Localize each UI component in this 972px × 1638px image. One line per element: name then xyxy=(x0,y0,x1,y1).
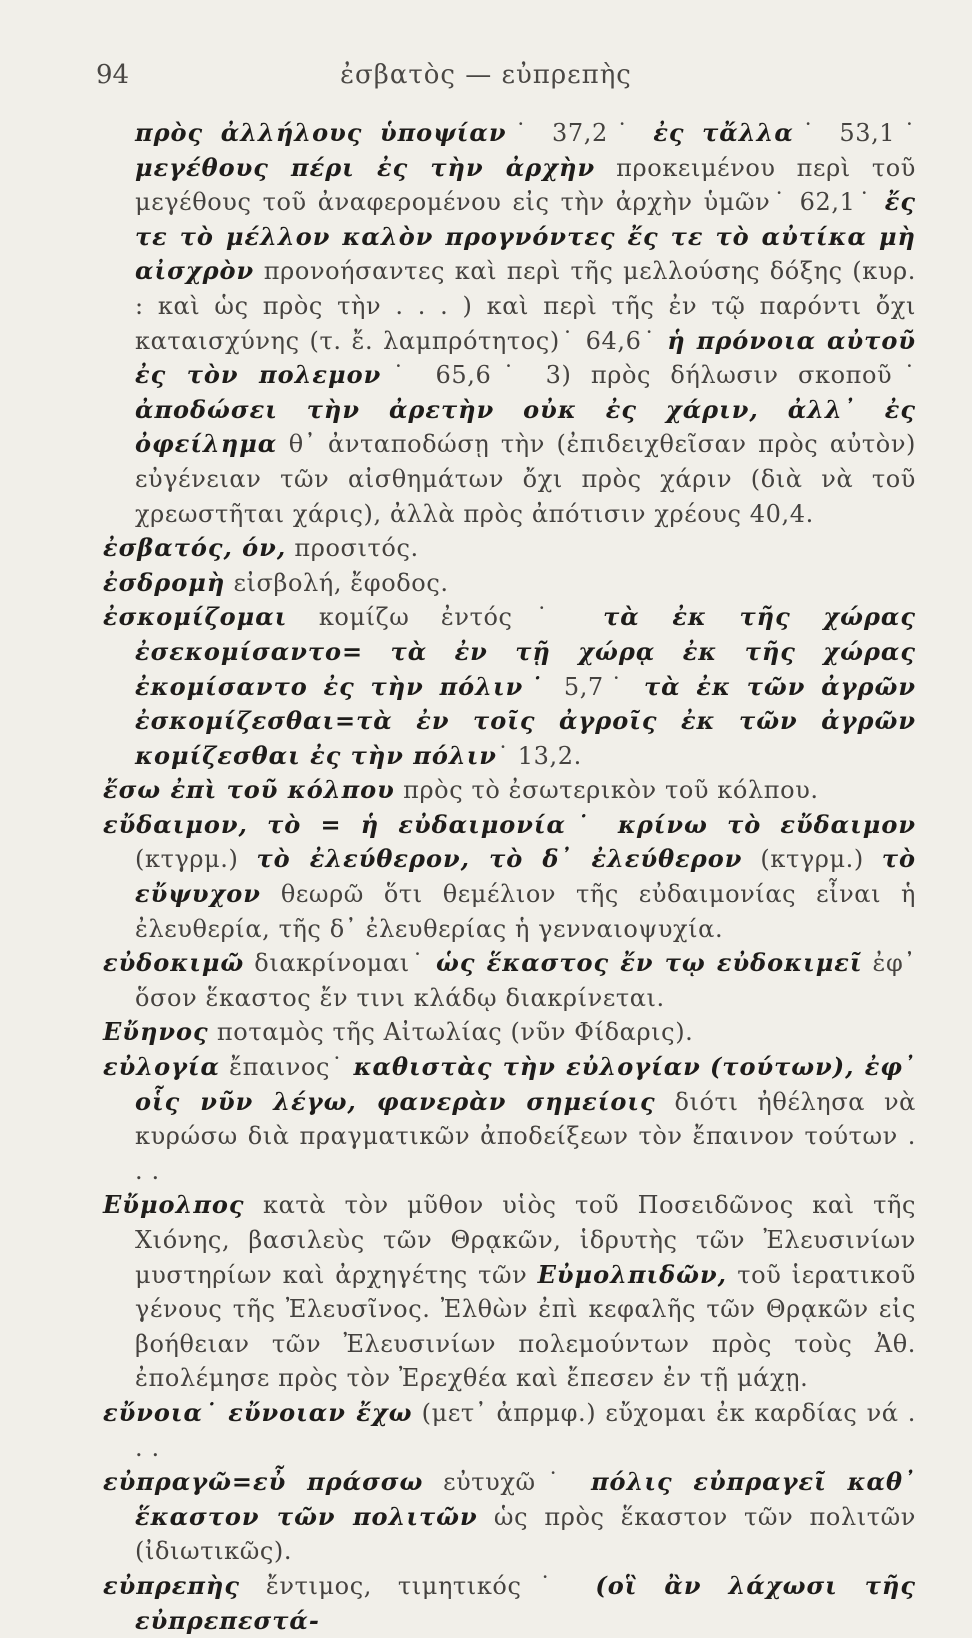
gloss-text: θεωρῶ ὅτι θεμέλιον τῆς εὐδαιμονίας εἶναι ἡ ἐλευθερία, τῆς δ᾽ ἐλευθερίας ἡ γενναιοψυχία. xyxy=(135,880,916,943)
dictionary-entry xyxy=(103,566,916,601)
dictionary-entry xyxy=(103,808,916,946)
running-head: ἐσβατὸς — εὐπρεπὴς xyxy=(340,60,632,90)
gloss-text: ἐφ᾽ ὅσον ἕκαστος ἔν τινι κλάδῳ διακρίνεται. xyxy=(135,949,916,1012)
headword-phrase: ὡς ἕκαστος ἔν τῳ εὐδοκιμεῖ xyxy=(436,948,863,978)
headword-phrase: Εὔηνος xyxy=(103,1017,209,1047)
dictionary-entry xyxy=(103,1465,916,1569)
dictionary-entry xyxy=(103,1050,916,1188)
headword-phrase: τὰ ἐκ τῆς χώρας ἐσεκομίσαντο= τὰ ἐν τῇ χώρᾳ ἐκ τῆς χώρας ἐκομίσαντο ἐς τὴν πόλιν˙ xyxy=(135,602,917,701)
dictionary-entry xyxy=(103,1015,916,1050)
gloss-text: ˙ 37,2˙ xyxy=(506,119,654,147)
headword-phrase: πόλις εὐπραγεῖ καθ᾽ ἕκαστον τῶν πολιτῶν xyxy=(135,1467,916,1531)
headword-phrase: εὐπραγῶ=εὖ πράσσω xyxy=(103,1467,424,1497)
headword-phrase: μεγέθους πέρι ἐς τὴν ἀρχὴν xyxy=(135,152,596,182)
gloss-text: διακρίνομαι˙ xyxy=(244,949,436,978)
gloss-text: ἔντιμος, τιμητικός˙ xyxy=(240,1571,596,1600)
continued-entry xyxy=(103,116,916,531)
page-number: 94 xyxy=(96,60,130,90)
headword-phrase: ἐσδρομὴ xyxy=(103,567,226,597)
gloss-text: θ᾽ ἀνταποδώσῃ τὴν (ἐπιδειχθεῖσαν πρὸς αὐτὸν) εὐγένειαν τῶν αἰσθημάτων ὄχι πρὸς χάριν (διὰ νὰ τοῦ χρεωστῆται χάρις), ἀλλὰ πρὸς ἀπότισιν χρέους 40,4. xyxy=(135,430,916,528)
gloss-text: (μετ᾽ ἀπρμφ.) εὔχομαι ἐκ καρδίας νά . . . xyxy=(135,1398,917,1462)
gloss-text: κατὰ τὸν μῦθον υἱὸς τοῦ Ποσειδῶνος καὶ τῆς Χιόνης, βασιλεὺς τῶν Θρᾳκῶν, ἱδρυτὴς τῶν Ἐλευσινίων μυστηρίων καὶ ἀρχηγέτης τῶν xyxy=(135,1191,916,1289)
dictionary-entry xyxy=(103,600,916,773)
dictionary-body xyxy=(103,116,916,1638)
gloss-text: 5,7˙ xyxy=(549,672,644,701)
headword-phrase: εὐδοκιμῶ xyxy=(103,948,245,978)
gloss-text: εὐτυχῶ˙ xyxy=(423,1468,591,1497)
gloss-text: ἔπαινος˙ xyxy=(220,1053,354,1082)
entry-list xyxy=(103,531,916,1638)
headword-phrase: τὸ ἐλεύθερον, τὸ δ᾽ ἐλεύθερον xyxy=(256,844,743,874)
dictionary-entry xyxy=(103,773,916,808)
headword-phrase: εὐπρεπὴς xyxy=(103,1570,240,1600)
gloss-text: ˙ 53,1˙ xyxy=(793,119,916,147)
dictionary-entry xyxy=(103,531,916,566)
headword-phrase: ἀποδώσει τὴν ἀρετὴν οὐκ ἐς χάριν, ἀλλ᾽ ἐς ὀφείλημα xyxy=(135,394,916,459)
dictionary-entry xyxy=(103,946,916,1015)
headword-phrase: ἐσβατός, όν, xyxy=(103,533,287,563)
headword-phrase: ἐσκομίζομαι xyxy=(103,602,288,632)
gloss-text xyxy=(701,1053,710,1081)
gloss-text: ὡς πρὸς ἕκαστον τῶν πολιτῶν (ἰδιωτικῶς). xyxy=(135,1502,916,1566)
gloss-text: διότι ἠθέλησα νὰ κυρώσω διὰ πραγματικῶν ἀποδείξεων τὸν ἔπαινον τούτων . . . xyxy=(135,1087,916,1185)
gloss-text: (κτγρμ.) xyxy=(135,845,257,874)
gloss-text: προνοήσαντες καὶ περὶ τῆς μελλούσης δόξης (κυρ. : καὶ ὡς πρὸς τὴν . . . ) καὶ περὶ τῆς ἐν τῷ παρόντι ὄχι καταισχύνης (τ. ἔ. λαμπρότητος)˙ 64,6˙ xyxy=(135,257,916,355)
gloss-text: προσιτός. xyxy=(286,534,419,563)
headword-phrase: τὰ ἐκ τῶν ἀγρῶν ἐσκομίζεσθαι=τὰ ἐν τοῖς ἀγροῖς ἐκ τῶν ἀγρῶν κομίζεσθαι ἐς τὴν πόλιν xyxy=(135,671,916,770)
headword-phrase: ἔς τε τὸ μέλλον καλὸν προγνόντες ἔς τε τὸ αὐτίκα μὴ αἰσχρὸν xyxy=(135,187,916,286)
dictionary-entry xyxy=(103,1188,916,1396)
headword-phrase: Εὔμολπος xyxy=(103,1190,245,1220)
headword-phrase: (οἳ ἂν λάχωσι τῆς εὐπρεπεστά- xyxy=(135,1570,916,1635)
headword-phrase: εὔνοια˙ εὔνοιαν ἔχω xyxy=(103,1397,413,1427)
gloss-text: ˙ 13,2. xyxy=(496,741,582,770)
gloss-text: προκειμένου περὶ τοῦ μεγέθους τοῦ ἀναφερομένου εἰς τὴν ἀρχὴν ὑμῶν˙ 62,1˙ xyxy=(135,153,916,217)
headword-phrase: ἔσω ἐπὶ τοῦ κόλπου xyxy=(103,775,395,805)
headword-phrase: εὐλογία xyxy=(103,1052,221,1082)
headword-phrase: ἐς τἄλλα xyxy=(653,118,794,147)
headword-phrase: καθιστὰς τὴν εὐλογίαν xyxy=(353,1052,701,1082)
gloss-text: εἰσβολή, ἔφοδος. xyxy=(225,568,449,597)
headword-phrase: ἡ πρόνοια αὐτοῦ ἐς τὸν πολεμον xyxy=(135,325,916,390)
gloss-text: ποταμὸς τῆς Αἰτωλίας (νῦν Φίδαρις). xyxy=(208,1018,694,1047)
headword-phrase: εὔδαιμον, τὸ = ἡ εὐδαιμονία˙ κρίνω τὸ εὔδαιμον xyxy=(103,809,916,839)
dictionary-entry xyxy=(103,1396,916,1465)
gloss-text: τοῦ ἱερατικοῦ γένους τῆς Ἐλευσῖνος. Ἐλθὼν ἐπὶ κεφαλῆς τῶν Θρᾳκῶν εἰς βοήθειαν τῶν Ἐλευσινίων πολεμούντων πρὸς τοὺς Ἀθ. ἐπολέμησε πρὸς τὸν Ἐρεχθέα καὶ ἔπεσεν ἐν τῇ μάχῃ. xyxy=(135,1260,916,1393)
page-header xyxy=(0,60,972,100)
gloss-text: ˙ 65,6˙ 3) πρὸς δήλωσιν σκοποῦ˙ xyxy=(381,361,916,390)
gloss-text: (κτγρμ.) xyxy=(742,845,882,874)
dictionary-entry xyxy=(103,1569,916,1638)
gloss-text: κομίζω ἐντός˙ xyxy=(287,603,604,632)
headword-phrase: τὸ εὔψυχον xyxy=(135,844,917,909)
headword-phrase: (τούτων), ἐφ᾽ οἷς νῦν λέγω, φανερὰν σημείοις xyxy=(135,1052,917,1116)
headword-phrase: πρὸς ἀλλήλους ὑποψίαν xyxy=(135,118,507,147)
gloss-text: πρὸς τὸ ἐσωτερικὸν τοῦ κόλπου. xyxy=(394,776,819,805)
headword-phrase: Εὐμολπιδῶν, xyxy=(537,1259,728,1289)
